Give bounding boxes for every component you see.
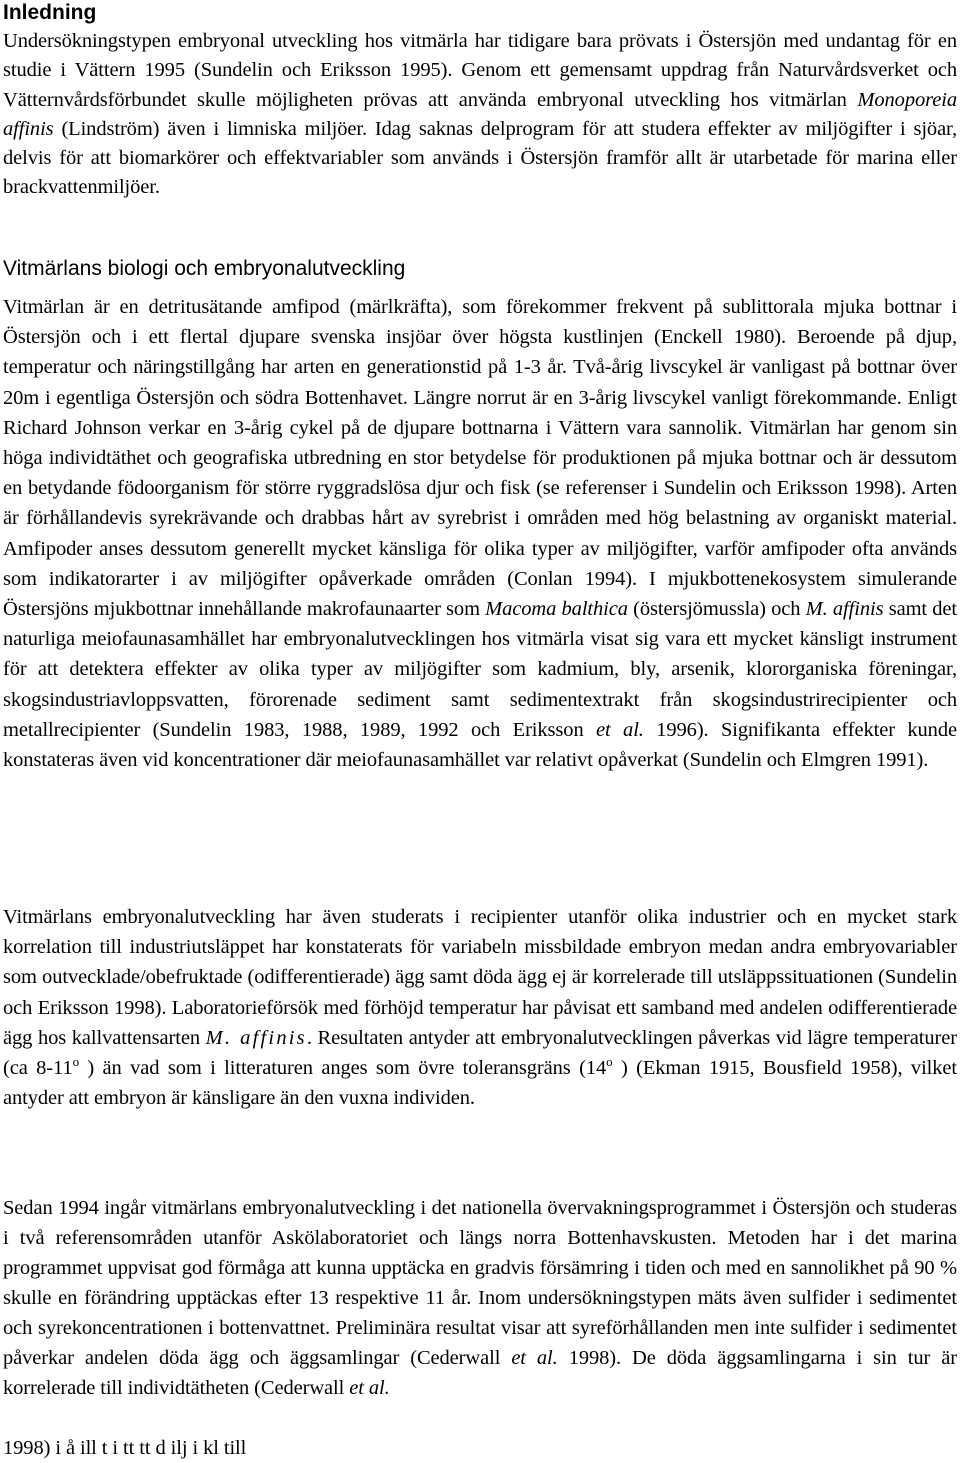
et-al: et al. (596, 718, 644, 741)
intro-paragraph (3, 27, 957, 203)
section-heading: Inledning (3, 1, 97, 24)
degree-mark: o (606, 1054, 613, 1070)
biology-text-3: samt det naturliga meiofaunasamhället har embryonalutvecklingen hos vitmärla visat sig vara ett mycket känsligt instrument för att detektera effekter av olika typer av miljögifter som kadmium, bly, arsenik, klororganiska föreningar, skogsindustriavloppsvatten, förorenade sediment samt sedimentextrakt från skogsindustrirecipienter och metallrecipienter (Sundelin 1983, 1988, 1989, 1992 och Eriksson (3, 598, 957, 741)
monitoring-text-2: 1998). De döda äggsamlingarna i sin tur är korrelerade till individtätheten (Cederwall (3, 1347, 957, 1399)
subsection-heading: Vitmärlans biologi och embryonalutveckling (3, 257, 406, 280)
monitoring-text-1: Sedan 1994 ingår vitmärlans embryonalutveckling i det nationella övervakningsprogrammet i Östersjön och studeras i två referensområden utanför Askölaboratoriet och längs norra Bottenhavskusten. Metoden har i det marina programmet uppvisat god förmåga att kunna upptäcka en gradvis försämring i tiden och med en sannolikhet på 90 % skulle en förändring upptäckas efter 13 respektive 11 år. Inom undersökningstypen mäts även sulfider i sedimentet och syrekoncentrationen i bottenvattnet. Preliminära resultat visar att syreförhållanden men inte sulfider i sedimentet påverkar andelen döda ägg och äggsamlingar (Cederwall (3, 1197, 957, 1369)
species-name-affinis-2: M. affinis (205, 1026, 307, 1049)
biology-text-2: (östersjömussla) och (627, 598, 806, 621)
et-al: et al. (349, 1377, 390, 1399)
intro-text-2: (Lindström) även i limniska miljöer. Idag saknas delprogram för att studera effekter av miljögifter i sjöar, delvis för att biomarkörer och effektvariabler som används i Östersjön framför allt är utarbetade för marina eller brackvattenmiljöer. (3, 117, 957, 199)
industry-text-2: . Resultaten antyder att embryonalutvecklingen påverkas vid lägre temperaturer (ca 8-11 (3, 1026, 957, 1080)
degree-mark: o (72, 1054, 79, 1070)
industry-text-3: ) än vad som i litteraturen anges som övre toleransgräns (14 (78, 1057, 607, 1080)
monitoring-paragraph (3, 1193, 957, 1403)
species-name: Monoporeia affinis (3, 88, 957, 140)
species-name-macoma: Macoma balthica (485, 598, 628, 621)
biology-text-4: 1996). Signifikanta effekter kunde konstateras även vid koncentrationer där meiofaunasamhället var relativt opåverkat (Sundelin och Elmgren 1991). (3, 718, 957, 772)
et-al: et al. (511, 1347, 558, 1369)
industry-text-1: Vitmärlans embryonalutveckling har även studerats i recipienter utanför olika industrier och en mycket stark korrelation till industriutsläppet har konstaterats för variabeln missbildade embryon medan andra embryovariabler som outvecklade/obefruktade (odifferentierade) ägg samt döda ägg ej är korrelerade till utsläppssituationen (Sundelin och Eriksson 1998). Laboratorieförsök med förhöjd temperatur har påvisat ett samband med andelen odifferentierade ägg hos kallvattensarten (3, 906, 957, 1049)
biology-text-1: Vitmärlan är en detritusätande amfipod (märlkräfta), som förekommer frekvent på sublittorala mjuka bottnar i Östersjön och i ett flertal djupare svenska insjöar över högsta kustlinjen (Enckell 1980). Beroende på djup, temperatur och näringstillgång har arten en generationstid på 1-3 år. Två-årig livscykel är vanligast på bottnar över 20m i egentliga Östersjön och södra Bottenhavet. Längre norrut är en 3-årig livscykel vanligt förekommande. Enligt Richard Johnson verkar en 3-årig cykel på de djupare bottnarna i Vättern vara sannolik. Vitmärlan har genom sin höga individtäthet och geografiska utbredning en stor betydelse för produktionen på mjuka bottnar och är dessutom en betydande födoorganism för större ryggradslösa djur och fisk (se referenser i Sundelin och Eriksson 1998). Arten är förhållandevis syrekrävande och drabbas hårt av syrebrist i områden med hög belastning av organiskt material. Amfipoder anses dessutom generellt mycket känsliga för olika typer av miljögifter, varför amfipoder ofta används som indikatorarter i av miljögifter opåverkade områden (Conlan 1994). I mjukbottenekosystem simulerande Östersjöns mjukbottnar innehållande makrofaunaarter som (3, 296, 957, 621)
industry-text-4: ) (Ekman 1915, Bousfield 1958), vilket antyder att embryon är känsligare än den vuxna individen. (3, 1057, 957, 1110)
intro-text-1: Undersökningstypen embryonal utveckling hos vitmärla har tidigare bara prövats i Östersjön med undantag för en studie i Vättern 1995 (Sundelin och Eriksson 1995). Genom ett gemensamt uppdrag från Naturvårdsverket och Vätternvårdsförbundet skulle möjligheten prövas att använda embryonal utveckling hos vitmärlan (3, 30, 957, 111)
species-name-affinis: M. affinis (805, 598, 884, 621)
cut-off-line: 1998) i å ill t i tt tt d ilj i kl till (3, 1437, 247, 1459)
biology-paragraph (3, 292, 957, 775)
industry-paragraph (3, 902, 957, 1113)
